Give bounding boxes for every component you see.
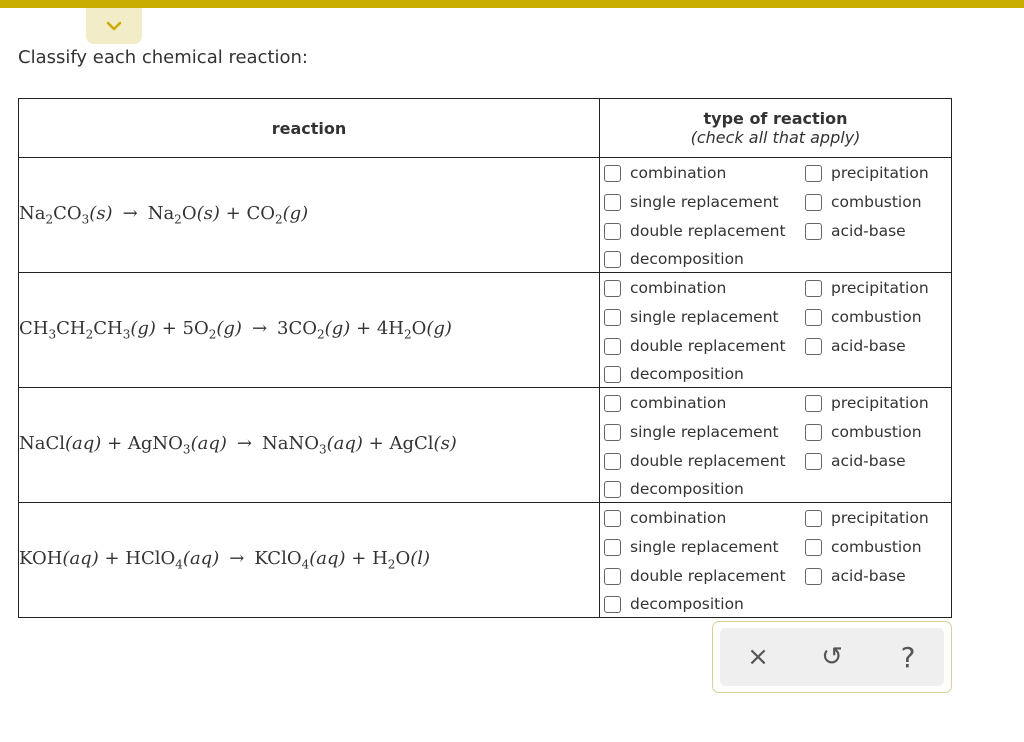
checkbox[interactable] [805,194,822,211]
checkbox[interactable] [805,453,822,470]
option-precipitation[interactable]: precipitation [805,279,929,297]
reaction-cell [19,503,600,618]
checkbox[interactable] [604,165,621,182]
option-single-replacement[interactable]: single replacement [604,308,779,326]
option-decomposition[interactable]: decomposition [604,480,744,498]
table-row [19,388,952,503]
checkbox[interactable] [604,251,621,268]
checkbox[interactable] [805,223,822,240]
option-combustion[interactable]: combustion [805,423,922,441]
checkbox[interactable] [604,481,621,498]
reaction-column-header: reaction [19,99,600,158]
toolbar-panel [720,628,944,686]
option-acid-base[interactable]: acid-base [805,452,906,470]
options-cell [600,158,952,273]
checkbox[interactable] [604,539,621,556]
checkbox[interactable] [604,309,621,326]
option-combination[interactable]: combination [604,164,726,182]
undo-icon: ↺ [821,642,843,672]
table-row [19,273,952,388]
options-cell [600,388,952,503]
classification-table [18,98,952,618]
reaction-equation: $CH_3CH_2CH_3(g) + 5O_2(g) \to 3CO_2(g) + 4H_2O(g)$ [19,318,452,342]
table-header-row [19,99,952,158]
option-combustion[interactable]: combustion [805,538,922,556]
checkbox[interactable] [604,280,621,297]
checkbox[interactable] [805,539,822,556]
help-icon: ? [900,640,916,674]
option-double-replacement[interactable]: double replacement [604,337,786,355]
checkbox[interactable] [805,338,822,355]
table-row [19,158,952,273]
checkbox[interactable] [805,510,822,527]
checkbox[interactable] [604,223,621,240]
options-cell [600,503,952,618]
checkbox[interactable] [604,424,621,441]
reaction-cell [19,273,600,388]
checkbox[interactable] [604,395,621,412]
checkbox[interactable] [805,309,822,326]
question-prompt: Classify each chemical reaction: [18,47,308,68]
option-combustion[interactable]: combustion [805,193,922,211]
checkbox[interactable] [604,568,621,585]
reaction-cell [19,388,600,503]
checkbox[interactable] [805,568,822,585]
checkbox[interactable] [805,424,822,441]
option-combination[interactable]: combination [604,394,726,412]
undo-button[interactable] [802,628,862,686]
collapse-toggle[interactable] [86,8,142,44]
reaction-equation: NaCl(aq) + AgNO$_3$(aq) → NaNO$_3$(aq) + AgCl(s) [19,433,457,457]
option-double-replacement[interactable]: double replacement [604,222,786,240]
option-combination[interactable]: combination [604,509,726,527]
option-precipitation[interactable]: precipitation [805,509,929,527]
help-button[interactable] [878,628,938,686]
type-header-title: type of reaction [703,109,848,128]
reaction-equation: $Na_2CO_3(s) \to Na_2O(s) + CO_2(g)$ [19,203,309,227]
answer-toolbar [712,621,952,693]
checkbox[interactable] [805,165,822,182]
checkbox[interactable] [604,453,621,470]
checkbox[interactable] [805,280,822,297]
option-acid-base[interactable]: acid-base [805,567,906,585]
option-precipitation[interactable]: precipitation [805,164,929,182]
option-combustion[interactable]: combustion [805,308,922,326]
option-decomposition[interactable]: decomposition [604,250,744,268]
type-header-subtitle: (check all that apply) [690,128,861,147]
option-decomposition[interactable]: decomposition [604,365,744,383]
chevron-down-icon [106,21,122,31]
checkbox[interactable] [805,395,822,412]
options-cell [600,273,952,388]
checkbox[interactable] [604,194,621,211]
option-double-replacement[interactable]: double replacement [604,452,786,470]
type-column-header [600,99,952,158]
option-precipitation[interactable]: precipitation [805,394,929,412]
reaction-cell [19,158,600,273]
option-single-replacement[interactable]: single replacement [604,423,779,441]
option-acid-base[interactable]: acid-base [805,222,906,240]
checkbox[interactable] [604,596,621,613]
option-single-replacement[interactable]: single replacement [604,193,779,211]
reaction-equation: KOH(aq) + HClO$_4$(aq) → KClO$_4$(aq) + $H_2O(l)$ [19,548,431,572]
option-combination[interactable]: combination [604,279,726,297]
top-accent-bar [0,0,1024,8]
clear-button[interactable] [728,628,788,686]
option-single-replacement[interactable]: single replacement [604,538,779,556]
close-icon: × [747,642,769,672]
checkbox[interactable] [604,338,621,355]
checkbox[interactable] [604,510,621,527]
option-double-replacement[interactable]: double replacement [604,567,786,585]
table-row [19,503,952,618]
option-acid-base[interactable]: acid-base [805,337,906,355]
checkbox[interactable] [604,366,621,383]
option-decomposition[interactable]: decomposition [604,595,744,613]
